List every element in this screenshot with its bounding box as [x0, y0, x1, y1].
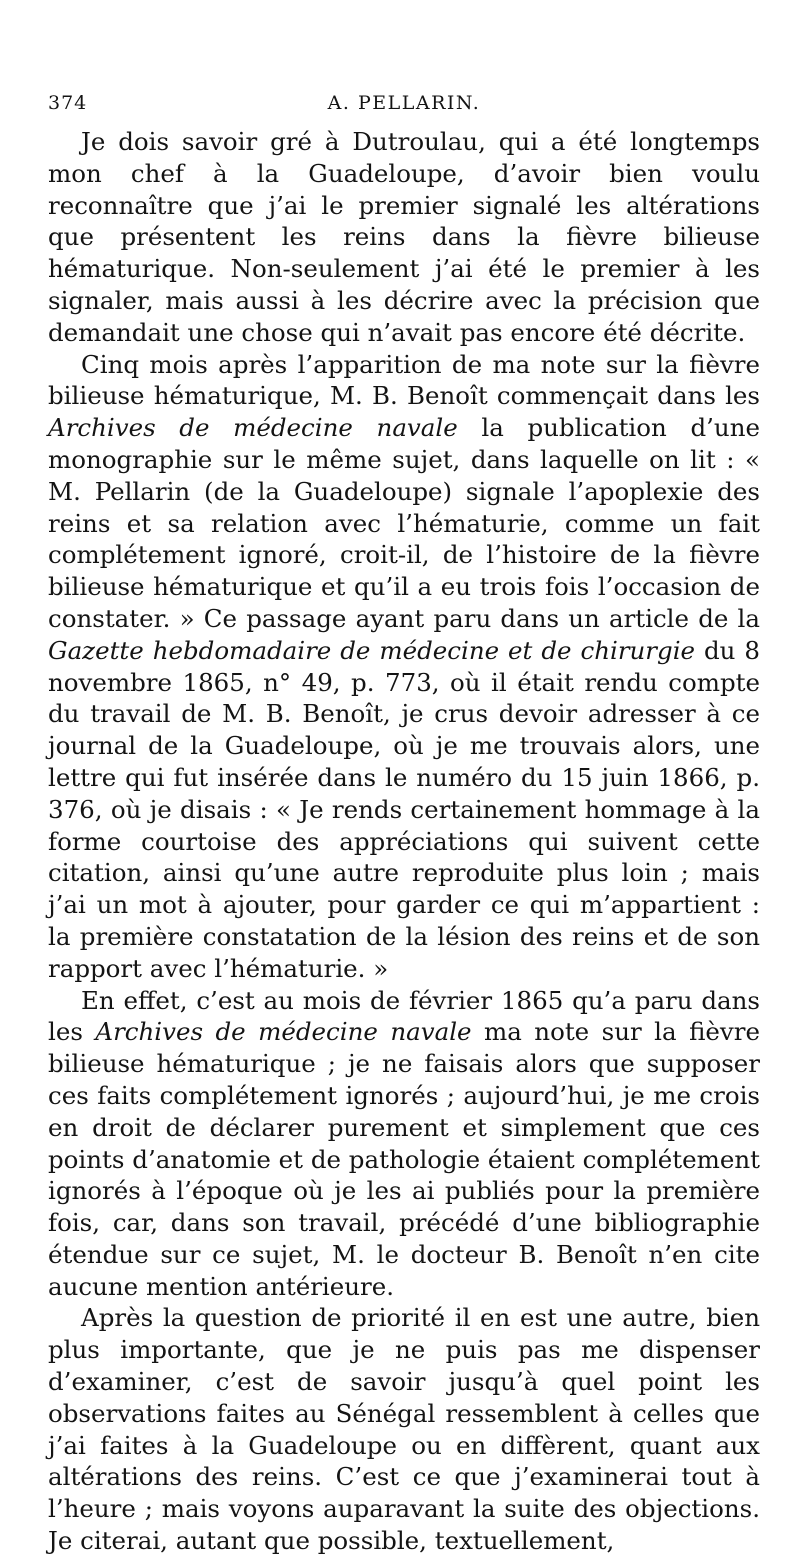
paragraph-4: [48, 1302, 760, 1556]
paragraph-text: En effet, c’est au mois de février 1865 qu’a paru dans les: [48, 985, 760, 1047]
body-text: [48, 126, 760, 1557]
journal-title-gazette: Gazette hebdomadaire de médecine et de chirurgie: [48, 635, 696, 665]
paragraph-text: Après la question de priorité il en est une autre, bien plus importante, que je ne puis pas me dispenser d’examiner, c’est de savoir jusqu’à quel point les observations faites au Sénégal ressemblent à celles que j’ai faites à la Guadeloupe ou en diffèrent, quant aux altérations des reins. C’est ce que j’examinerai tout à l’heure ; mais voyons auparavant la suite des objections. Je citerai, autant que possible, textuellement,: [48, 1303, 760, 1556]
paragraph-3: [48, 985, 760, 1303]
journal-title-archives: Archives de médecine navale: [48, 413, 458, 443]
page-number: 374: [48, 92, 88, 114]
paragraph-text: Cinq mois après l’apparition de ma note sur la fièvre bilieuse hématurique, M. B. Benoît commençait dans les: [48, 349, 760, 411]
paragraph-2: [48, 349, 760, 985]
running-title: A. PELLARIN.: [327, 92, 481, 114]
running-head: [48, 92, 760, 126]
paragraph-text: ma note sur la fièvre bilieuse hématurique ; je ne faisais alors que supposer ces faits complétement ignorés ; aujourd’hui, je me crois en droit de déclarer purement et simplement que ces points d’anatomie et de pathologie étaient complétement ignorés à l’époque où je les ai publiés pour la première fois, car, dans son travail, précédé d’une bibliographie étendue sur ce sujet, M. le docteur B. Benoît n’en cite aucune mention antérieure.: [48, 1017, 760, 1301]
paragraph-1: [48, 126, 760, 349]
paragraph-text: du 8 novembre 1865, n° 49, p. 773, où il était rendu compte du travail de M. B. Benoît, je crus devoir adresser à ce journal de la Guadeloupe, où je me trouvais alors, une lettre qui fut insérée dans le numéro du 15 juin 1866, p. 376, où je disais : « Je rends certainement hommage à la forme courtoise des appréciations qui suivent cette citation, ainsi qu’une autre reproduite plus loin ; mais j’ai un mot à ajouter, pour garder ce qui m’appartient : la première constatation de la lésion des reins et de son rapport avec l’hématurie. »: [48, 635, 760, 983]
paragraph-text: Je dois savoir gré à Dutroulau, qui a été longtemps mon chef à la Guadeloupe, d’avoir bien voulu reconnaître que j’ai le premier signalé les altérations que présentent les reins dans la fièvre bilieuse hématurique. Non-seulement j’ai été le premier à les signaler, mais aussi à les décrire avec la précision que demandait une chose qui n’avait pas encore été décrite.: [48, 127, 760, 347]
journal-title-archives: Archives de médecine navale: [95, 1017, 472, 1047]
paragraph-text: la publication d’une monographie sur le même sujet, dans laquelle on lit : « M. Pellarin (de la Guadeloupe) signale l’apoplexie des reins et sa relation avec l’hématurie, comme un fait complétement ignoré, croit-il, de l’histoire de la fièvre bilieuse hématurique et qu’il a eu trois fois l’occasion de constater. » Ce passage ayant paru dans un article de la: [48, 413, 760, 633]
